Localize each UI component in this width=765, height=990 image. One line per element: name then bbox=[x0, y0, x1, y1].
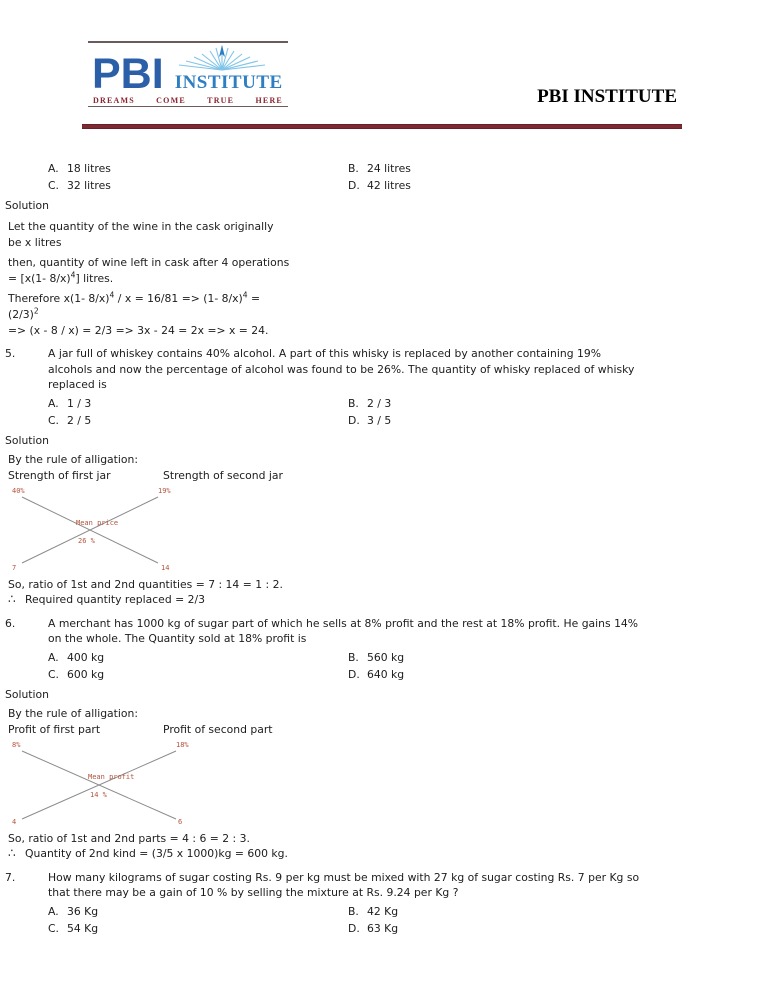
tagline-word-1: DREAMS bbox=[93, 96, 135, 105]
option-text: 600 kg bbox=[67, 667, 105, 681]
solution-line: be x litres bbox=[8, 235, 62, 249]
option-letter: A. bbox=[48, 650, 59, 664]
option-text: 18 litres bbox=[67, 162, 111, 175]
option-row bbox=[48, 395, 648, 412]
solution-paragraph bbox=[8, 255, 765, 286]
question-number: 7. bbox=[5, 870, 16, 884]
question-6 bbox=[0, 616, 765, 647]
q6-alligation-block bbox=[8, 706, 765, 831]
q7-options bbox=[48, 903, 648, 937]
formula-part: = [x(1- 8/x) bbox=[8, 271, 71, 285]
q5-alligation-diagram bbox=[8, 485, 388, 577]
option-row bbox=[48, 903, 648, 920]
q6-solution-label: Solution bbox=[5, 687, 49, 701]
formula-part: / x = 16/81 => (1- 8/x) bbox=[114, 292, 243, 306]
option-text: 63 Kg bbox=[367, 921, 399, 935]
option-d[interactable] bbox=[348, 920, 648, 937]
option-c[interactable] bbox=[48, 666, 348, 683]
option-row bbox=[48, 177, 648, 194]
result-text: Required quantity replaced = 2/3 bbox=[25, 593, 205, 607]
alligation-cross-lines bbox=[8, 485, 388, 577]
option-row bbox=[48, 649, 648, 666]
option-row bbox=[48, 412, 648, 429]
q5-result-1: So, ratio of 1st and 2nd quantities = 7 : 14 = 1 : 2. bbox=[8, 577, 283, 591]
diagram-top-right-value: 18% bbox=[176, 740, 189, 749]
option-text: 1 / 3 bbox=[67, 396, 92, 410]
exponent: 4 bbox=[109, 290, 115, 300]
option-letter: A. bbox=[48, 162, 59, 175]
option-letter: C. bbox=[48, 179, 59, 192]
document-body bbox=[0, 132, 765, 937]
option-d[interactable] bbox=[348, 412, 648, 429]
option-letter: B. bbox=[348, 396, 359, 410]
option-c[interactable] bbox=[48, 920, 348, 937]
question-text: A jar full of whiskey contains 40% alcohol. A part of this whisky is replaced by another containing 19% alcohols and now the percentage of alcohol was found to be 26%. The quantity of whisky replaced of whisky replaced is bbox=[48, 347, 635, 392]
diagram-bottom-right-value: 6 bbox=[178, 817, 183, 826]
sunburst-icon bbox=[174, 44, 270, 71]
option-text: 36 Kg bbox=[67, 904, 99, 918]
result-text: Quantity of 2nd kind = (3/5 x 1000)kg = 600 kg. bbox=[25, 847, 288, 861]
formula-part: Therefore x(1- 8/x) bbox=[8, 292, 110, 306]
option-d[interactable] bbox=[348, 177, 648, 194]
option-b[interactable] bbox=[348, 395, 648, 412]
option-letter: B. bbox=[348, 162, 359, 175]
formula-part: = bbox=[247, 292, 261, 306]
q5-solution-label: Solution bbox=[5, 433, 49, 447]
option-b[interactable] bbox=[348, 649, 648, 666]
diagram-heading-left: Profit of first part bbox=[8, 722, 101, 736]
solution-paragraph bbox=[8, 291, 765, 338]
option-text: 24 litres bbox=[367, 162, 411, 175]
diagram-mean-label: Mean profit bbox=[88, 772, 135, 781]
diagram-top-left-value: 40% bbox=[12, 486, 25, 495]
option-letter: B. bbox=[348, 904, 359, 918]
therefore-symbol: ∴ bbox=[8, 592, 16, 607]
option-letter: C. bbox=[48, 667, 59, 681]
option-d[interactable] bbox=[348, 666, 648, 683]
diagram-heading-right: Strength of second jar bbox=[163, 468, 283, 482]
solution-line: => (x - 8 / x) = 2/3 => 3x - 24 = 2x => x = 24. bbox=[8, 323, 269, 337]
q4-solution-body bbox=[8, 219, 765, 338]
alligation-cross-lines bbox=[8, 739, 388, 831]
diagram-mean-label: Mean price bbox=[76, 518, 119, 527]
diagram-top-left-value: 8% bbox=[12, 740, 21, 749]
solution-line: Let the quantity of the wine in the cask originally bbox=[8, 220, 274, 233]
question-text: How many kilograms of sugar costing Rs. 9 per kg must be mixed with 27 kg of sugar costing Rs. 7 per Kg so that there may be a gain of 10 % by selling the mixture at Rs. 9.24 per Kg ? bbox=[48, 870, 640, 900]
option-text: 3 / 5 bbox=[367, 413, 392, 427]
option-a[interactable] bbox=[48, 903, 348, 920]
q6-rule-line: By the rule of alligation: bbox=[8, 706, 138, 720]
option-row bbox=[48, 666, 648, 683]
q5-result-2 bbox=[8, 592, 765, 608]
option-a[interactable] bbox=[48, 160, 348, 177]
tagline-word-2: COME bbox=[156, 96, 186, 105]
question-number: 5. bbox=[5, 347, 16, 361]
question-number: 6. bbox=[5, 616, 16, 630]
option-text: 42 litres bbox=[367, 179, 411, 192]
solution-paragraph bbox=[8, 219, 765, 250]
q6-result-2 bbox=[8, 846, 765, 862]
pbi-logo bbox=[88, 41, 288, 107]
formula-part: ] litres. bbox=[75, 271, 114, 285]
page-title: PBI INSTITUTE bbox=[537, 86, 677, 107]
option-letter: B. bbox=[348, 650, 359, 664]
option-letter: C. bbox=[48, 921, 59, 935]
q5-options bbox=[48, 395, 648, 429]
option-text: 54 Kg bbox=[67, 921, 99, 935]
tagline-word-4: HERE bbox=[255, 96, 283, 105]
q6-options bbox=[48, 649, 648, 683]
option-text: 2 / 5 bbox=[67, 413, 92, 427]
option-text: 400 kg bbox=[67, 650, 105, 664]
solution-line bbox=[8, 307, 765, 323]
option-letter: D. bbox=[348, 921, 360, 935]
therefore-symbol: ∴ bbox=[8, 846, 16, 861]
exponent: 4 bbox=[242, 290, 248, 300]
diagram-mean-value: 14 % bbox=[90, 790, 107, 799]
option-b[interactable] bbox=[348, 160, 648, 177]
q4-options bbox=[48, 160, 648, 194]
option-c[interactable] bbox=[48, 412, 348, 429]
solution-line bbox=[8, 271, 765, 287]
solution-line bbox=[8, 291, 765, 307]
diagram-heading-left: Strength of first jar bbox=[8, 468, 111, 482]
tagline-word-3: TRUE bbox=[207, 96, 235, 105]
solution-line: then, quantity of wine left in cask after 4 operations bbox=[8, 256, 290, 270]
q5-rule-line: By the rule of alligation: bbox=[8, 452, 138, 466]
option-letter: A. bbox=[48, 396, 59, 410]
option-text: 32 litres bbox=[67, 179, 111, 192]
diagram-mean-value: 26 % bbox=[78, 536, 95, 545]
exponent: 2 bbox=[33, 306, 39, 316]
page-header bbox=[0, 0, 765, 132]
logo-brand-text: PBI bbox=[92, 50, 164, 98]
diagram-bottom-right-value: 14 bbox=[161, 563, 170, 572]
q5-alligation-block bbox=[8, 452, 765, 577]
q6-result-1: So, ratio of 1st and 2nd parts = 4 : 6 = 2 : 3. bbox=[8, 831, 250, 845]
option-text: 42 Kg bbox=[367, 904, 399, 918]
option-row bbox=[48, 160, 648, 177]
option-b[interactable] bbox=[348, 903, 648, 920]
question-7 bbox=[0, 870, 765, 901]
header-divider bbox=[82, 124, 682, 129]
option-letter: D. bbox=[348, 413, 360, 427]
q4-solution-label: Solution bbox=[5, 199, 49, 212]
logo-institute-text: INSTITUTE bbox=[174, 72, 283, 93]
option-letter: D. bbox=[348, 179, 360, 192]
question-text: A merchant has 1000 kg of sugar part of which he sells at 8% profit and the rest at 18% profit. He gains 14% on the whole. The Quantity sold at 18% profit is bbox=[48, 616, 639, 646]
option-letter: A. bbox=[48, 904, 59, 918]
q5-diagram-headings bbox=[8, 468, 388, 485]
option-text: 640 kg bbox=[367, 667, 405, 681]
question-5 bbox=[0, 346, 765, 393]
diagram-heading-right: Profit of second part bbox=[163, 722, 273, 736]
option-letter: C. bbox=[48, 413, 59, 427]
q6-alligation-diagram bbox=[8, 739, 388, 831]
option-text: 560 kg bbox=[367, 650, 405, 664]
option-text: 2 / 3 bbox=[367, 396, 392, 410]
option-a[interactable] bbox=[48, 395, 348, 412]
option-letter: D. bbox=[348, 667, 360, 681]
q6-diagram-headings bbox=[8, 722, 388, 739]
formula-part: (2/3) bbox=[8, 307, 34, 321]
diagram-bottom-left-value: 7 bbox=[12, 563, 17, 572]
option-row bbox=[48, 920, 648, 937]
option-a[interactable] bbox=[48, 649, 348, 666]
option-c[interactable] bbox=[48, 177, 348, 194]
diagram-top-right-value: 19% bbox=[158, 486, 171, 495]
exponent: 4 bbox=[70, 270, 76, 280]
diagram-bottom-left-value: 4 bbox=[12, 817, 17, 826]
